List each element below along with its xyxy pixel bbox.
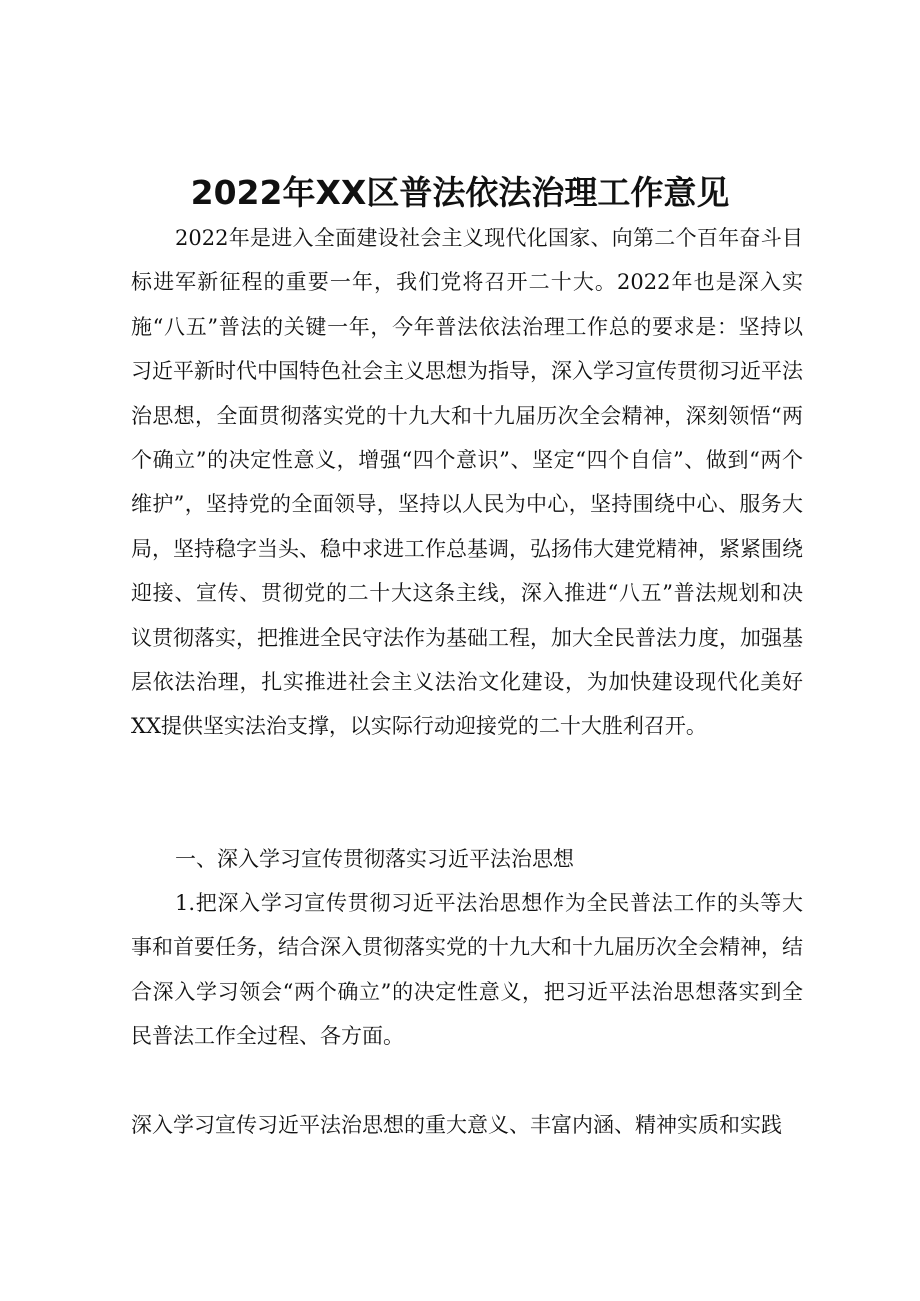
document-title: 2022年XX区普法依法治理工作意见 xyxy=(190,173,730,212)
intro-paragraph-block xyxy=(131,216,803,749)
item-1-paragraph: 1.把深入学习宣传贯彻习近平法治思想作为全民普法工作的头等大事和首要任务，结合深入贯彻落实党的十九大和十九届历次全会精神，结合深入学习领会“两个确立”的决定性意义，把习近平法治思想落实到全民普法工作全过程、各方面。 xyxy=(131,891,803,1049)
item-1-block xyxy=(131,881,803,1059)
continuation-paragraph: 深入学习宣传习近平法治思想的重大意义、丰富内涵、精神实质和实践 xyxy=(131,1113,782,1137)
continuation-block xyxy=(131,1103,803,1147)
section-heading-block xyxy=(131,837,803,881)
section-1-heading: 一、深入学习宣传贯彻落实习近平法治思想 xyxy=(175,847,574,871)
intro-paragraph: 2022年是进入全面建设社会主义现代化国家、向第二个百年奋斗目标进军新征程的重要一年，我们党将召开二十大。2022年也是深入实施“八五”普法的关键一年，今年普法依法治理工作总的要求是：坚持以习近平新时代中国特色社会主义思想为指导，深入学习宣传贯彻习近平法治思想，全面贯彻落实党的十九大和十九届历次全会精神，深刻领悟“两个确立”的决定性意义，增强“四个意识”、坚定“四个自信”、做到“两个维护”，坚持党的全面领导，坚持以人民为中心，坚持围绕中心、服务大局，坚持稳字当头、稳中求进工作总基调，弘扬伟大建党精神，紧紧围绕迎接、宣传、贯彻党的二十大这条主线，深入推进“八五”普法规划和决议贯彻落实，把推进全民守法作为基础工程，加大全民普法力度，加强基层依法治理，扎实推进社会主义法治文化建设，为加快建设现代化美好XX提供坚实法治支撑，以实际行动迎接党的二十大胜利召开。 xyxy=(131,226,803,739)
